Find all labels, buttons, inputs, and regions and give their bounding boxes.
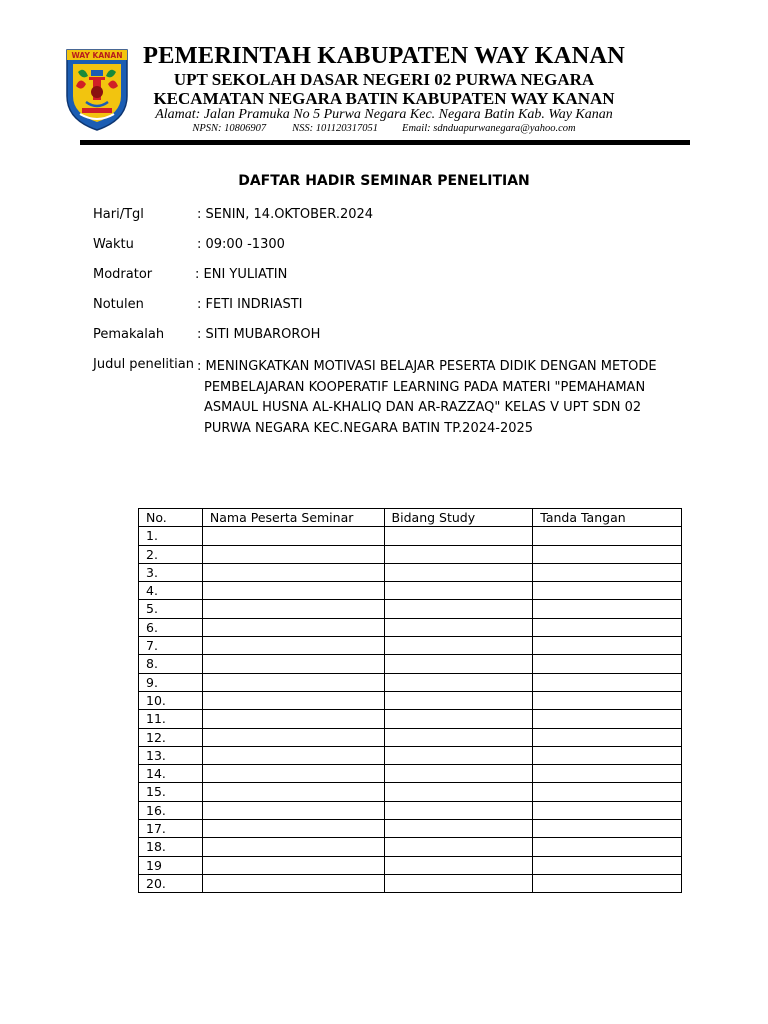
bidang-cell xyxy=(384,801,533,819)
judul-text xyxy=(197,357,657,440)
row-number: 19 xyxy=(139,856,203,874)
row-number: 20. xyxy=(139,874,203,892)
tanda-tangan-cell xyxy=(533,728,682,746)
nama-cell xyxy=(202,582,384,600)
judul-line: PURWA NEGARA KEC.NEGARA BATIN TP.2024-2025 xyxy=(204,421,534,437)
row-number: 13. xyxy=(139,746,203,764)
bidang-cell xyxy=(384,527,533,545)
tanda-tangan-cell xyxy=(533,874,682,892)
bidang-cell xyxy=(384,710,533,728)
tanda-tangan-cell xyxy=(533,783,682,801)
nama-cell xyxy=(202,545,384,563)
bidang-cell xyxy=(384,655,533,673)
letterhead-contact xyxy=(130,123,638,134)
row-number: 7. xyxy=(139,637,203,655)
nama-cell xyxy=(202,838,384,856)
letterhead-npsn: NPSN: 10806907 xyxy=(192,123,267,134)
table-row xyxy=(139,820,682,838)
nama-cell xyxy=(202,637,384,655)
letterhead-nss: NSS: 101120317051 xyxy=(292,123,379,134)
bidang-cell xyxy=(384,765,533,783)
bidang-cell xyxy=(384,874,533,892)
info-label-pemakalah: Pemakalah xyxy=(93,327,165,342)
emblem-label: WAY KANAN xyxy=(71,51,123,60)
nama-cell xyxy=(202,728,384,746)
row-number: 1. xyxy=(139,527,203,545)
tanda-tangan-cell xyxy=(533,618,682,636)
table-row xyxy=(139,618,682,636)
nama-cell xyxy=(202,563,384,581)
bidang-cell xyxy=(384,691,533,709)
table-body xyxy=(139,527,682,893)
nama-cell xyxy=(202,765,384,783)
nama-cell xyxy=(202,600,384,618)
table-row xyxy=(139,856,682,874)
info-value-notulen: : FETI INDRIASTI xyxy=(197,297,303,312)
table-row xyxy=(139,783,682,801)
nama-cell xyxy=(202,673,384,691)
row-number: 15. xyxy=(139,783,203,801)
row-number: 17. xyxy=(139,820,203,838)
bidang-cell xyxy=(384,728,533,746)
table-row xyxy=(139,765,682,783)
bidang-cell xyxy=(384,838,533,856)
bidang-cell xyxy=(384,746,533,764)
row-number: 2. xyxy=(139,545,203,563)
bidang-cell xyxy=(384,618,533,636)
nama-cell xyxy=(202,655,384,673)
info-value-hari: : SENIN, 14.OKTOBER.2024 xyxy=(197,207,374,222)
tanda-tangan-cell xyxy=(533,545,682,563)
letterhead-address: Alamat: Jalan Pramuka No 5 Purwa Negara Kec. Negara Batin Kab. Way Kanan xyxy=(155,107,613,122)
document-title: DAFTAR HADIR SEMINAR PENELITIAN xyxy=(238,173,530,189)
info-label-moderator: Modrator xyxy=(93,267,153,282)
bidang-cell xyxy=(384,673,533,691)
nama-cell xyxy=(202,710,384,728)
table-row xyxy=(139,746,682,764)
judul-line: : MENINGKATKAN MOTIVASI BELAJAR PESERTA DIDIK DENGAN METODE xyxy=(197,359,657,374)
tanda-tangan-cell xyxy=(533,637,682,655)
letterhead-government: PEMERINTAH KABUPATEN WAY KANAN xyxy=(143,42,625,69)
table-row xyxy=(139,874,682,892)
letterhead-district: KECAMATAN NEGARA BATIN KABUPATEN WAY KANAN xyxy=(153,89,615,108)
row-number: 8. xyxy=(139,655,203,673)
bidang-cell xyxy=(384,820,533,838)
bidang-cell xyxy=(384,637,533,655)
letterhead-divider xyxy=(80,140,690,145)
nama-cell xyxy=(202,801,384,819)
tanda-tangan-cell xyxy=(533,673,682,691)
nama-cell xyxy=(202,746,384,764)
row-number: 14. xyxy=(139,765,203,783)
tanda-tangan-cell xyxy=(533,856,682,874)
judul-label: Judul penelitian xyxy=(93,357,194,372)
attendance-table xyxy=(138,508,682,893)
table-row xyxy=(139,563,682,581)
bidang-cell xyxy=(384,582,533,600)
row-number: 16. xyxy=(139,801,203,819)
nama-cell xyxy=(202,691,384,709)
table-row xyxy=(139,691,682,709)
row-number: 4. xyxy=(139,582,203,600)
tanda-tangan-cell xyxy=(533,838,682,856)
info-value-moderator: : ENI YULIATIN xyxy=(195,267,288,282)
tanda-tangan-cell xyxy=(533,746,682,764)
table-row xyxy=(139,801,682,819)
row-number: 5. xyxy=(139,600,203,618)
bidang-cell xyxy=(384,856,533,874)
tanda-tangan-cell xyxy=(533,710,682,728)
column-header-no: No. xyxy=(139,509,203,527)
bidang-cell xyxy=(384,600,533,618)
table-row xyxy=(139,728,682,746)
row-number: 9. xyxy=(139,673,203,691)
nama-cell xyxy=(202,874,384,892)
tanda-tangan-cell xyxy=(533,527,682,545)
info-label-hari: Hari/Tgl xyxy=(93,207,144,222)
table-row xyxy=(139,710,682,728)
table-row xyxy=(139,527,682,545)
column-header-bidang: Bidang Study xyxy=(384,509,533,527)
judul-line: PEMBELAJARAN KOOPERATIF LEARNING PADA MATERI "PEMAHAMAN xyxy=(204,379,646,395)
tanda-tangan-cell xyxy=(533,655,682,673)
table-row xyxy=(139,838,682,856)
row-number: 12. xyxy=(139,728,203,746)
table-row xyxy=(139,545,682,563)
table-row xyxy=(139,673,682,691)
table-header-row xyxy=(139,509,682,527)
tanda-tangan-cell xyxy=(533,600,682,618)
table-row xyxy=(139,600,682,618)
row-number: 11. xyxy=(139,710,203,728)
column-header-nama: Nama Peserta Seminar xyxy=(202,509,384,527)
tanda-tangan-cell xyxy=(533,582,682,600)
bidang-cell xyxy=(384,545,533,563)
info-value-pemakalah: : SITI MUBAROROH xyxy=(197,327,321,342)
nama-cell xyxy=(202,783,384,801)
nama-cell xyxy=(202,856,384,874)
bidang-cell xyxy=(384,563,533,581)
row-number: 6. xyxy=(139,618,203,636)
nama-cell xyxy=(202,820,384,838)
tanda-tangan-cell xyxy=(533,691,682,709)
row-number: 10. xyxy=(139,691,203,709)
nama-cell xyxy=(202,527,384,545)
nama-cell xyxy=(202,618,384,636)
tanda-tangan-cell xyxy=(533,820,682,838)
judul-line: ASMAUL HUSNA AL-KHALIQ DAN AR-RAZZAQ" KELAS V UPT SDN 02 xyxy=(204,400,642,416)
table-row xyxy=(139,582,682,600)
row-number: 18. xyxy=(139,838,203,856)
info-label-waktu: Waktu xyxy=(93,237,134,252)
info-value-waktu: : 09:00 -1300 xyxy=(197,237,285,252)
tanda-tangan-cell xyxy=(533,765,682,783)
column-header-tanda-tangan: Tanda Tangan xyxy=(533,509,682,527)
tanda-tangan-cell xyxy=(533,563,682,581)
tanda-tangan-cell xyxy=(533,801,682,819)
info-label-notulen: Notulen xyxy=(93,297,144,312)
table-row xyxy=(139,637,682,655)
letterhead-email: Email: sdnduapurwanegara@yahoo.com xyxy=(402,123,576,134)
bidang-cell xyxy=(384,783,533,801)
letterhead-school: UPT SEKOLAH DASAR NEGERI 02 PURWA NEGARA xyxy=(173,70,595,89)
table-row xyxy=(139,655,682,673)
row-number: 3. xyxy=(139,563,203,581)
